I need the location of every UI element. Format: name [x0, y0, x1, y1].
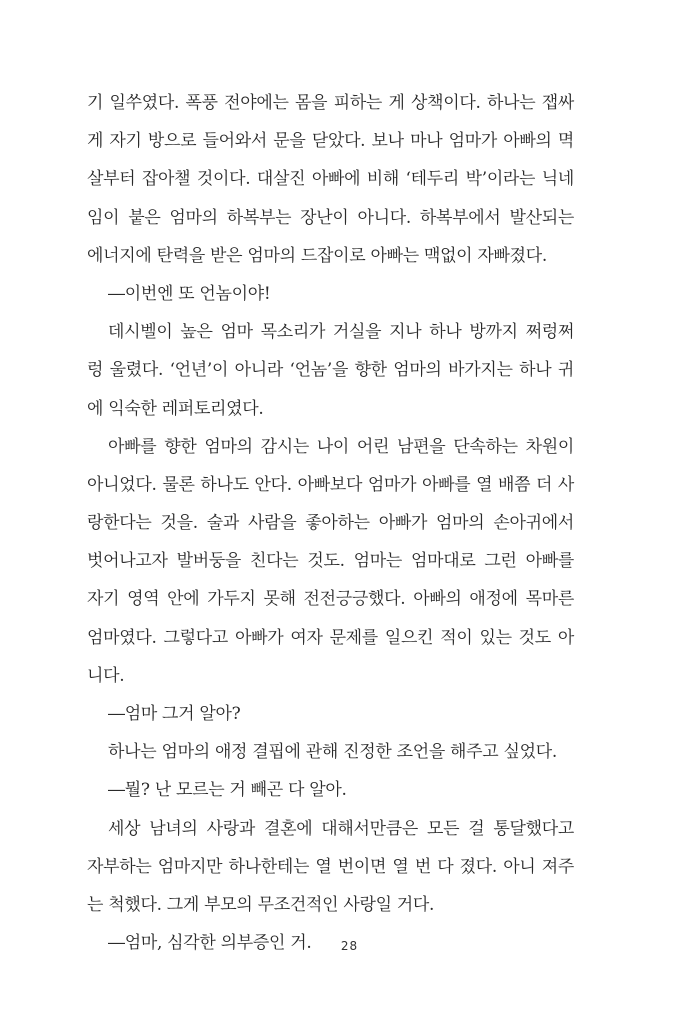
text-line: 는 척했다. 그게 부모의 무조건적인 사랑일 거다.	[87, 894, 435, 915]
dialogue-line: ―엄마 그거 알아?	[108, 704, 241, 724]
text-line: 엄마였다. 그렇다고 아빠가 여자 문제를 일으킨 적이 있는 것도 아	[87, 627, 574, 648]
page-number: 28	[340, 939, 359, 953]
text-line: 랑한다는 것을. 술과 사람을 좋아하는 아빠가 엄마의 손아귀에서	[87, 513, 574, 534]
text-line: 자기 영역 안에 가두지 못해 전전긍긍했다. 아빠의 애정에 목마른	[87, 589, 574, 610]
text-line: 기 일쑤였다. 폭풍 전야에는 몸을 피하는 게 상책이다. 하나는 잽싸	[87, 93, 574, 113]
text-line: 살부터 잡아챌 것이다. 대살진 아빠에 비해 ‘테두리 박’이라는 닉네	[87, 169, 574, 190]
text-line: 에너지에 탄력을 받은 엄마의 드잡이로 아빠는 맥없이 자빠졌다.	[87, 245, 548, 266]
text-line: 아니었다. 물론 하나도 안다. 아빠보다 엄마가 아빠를 열 배쯤 더 사	[87, 474, 574, 495]
text-line: 아빠를 향한 엄마의 감시는 나이 어린 남편을 단속하는 차원이	[108, 436, 574, 457]
text-line: 데시벨이 높은 엄마 목소리가 거실을 지나 하나 방까지 쩌렁쩌	[108, 322, 574, 343]
text-line: 세상 남녀의 사랑과 결혼에 대해서만큼은 모든 걸 통달했다고	[108, 818, 574, 839]
text-line: 임이 붙은 엄마의 하복부는 장난이 아니다. 하복부에서 발산되는	[87, 207, 574, 228]
document-page-body	[87, 84, 574, 962]
text-line: 자부하는 엄마지만 하나한테는 열 번이면 열 번 다 졌다. 아니 져주	[87, 856, 574, 877]
text-line: 렁 울렸다. ‘언년’이 아니라 ‘언놈’을 향한 엄마의 바가지는 하나 귀	[87, 360, 574, 381]
dialogue-line: ―엄마, 심각한 의부증인 거.	[108, 933, 312, 954]
text-line: 니다.	[87, 665, 125, 686]
text-line: 에 익숙한 레퍼토리였다.	[87, 398, 264, 419]
text-line: 벗어나고자 발버둥을 친다는 것도. 엄마는 엄마대로 그런 아빠를	[87, 551, 574, 572]
dialogue-line: ―이번엔 또 언놈이야!	[108, 283, 271, 304]
text-line: 하나는 엄마의 애정 결핍에 관해 진정한 조언을 해주고 싶었다.	[108, 742, 557, 763]
dialogue-line: ―뭘? 난 모르는 거 빼곤 다 알아.	[108, 780, 347, 801]
text-line: 게 자기 방으로 들어와서 문을 닫았다. 보나 마나 엄마가 아빠의 멱	[87, 131, 574, 152]
